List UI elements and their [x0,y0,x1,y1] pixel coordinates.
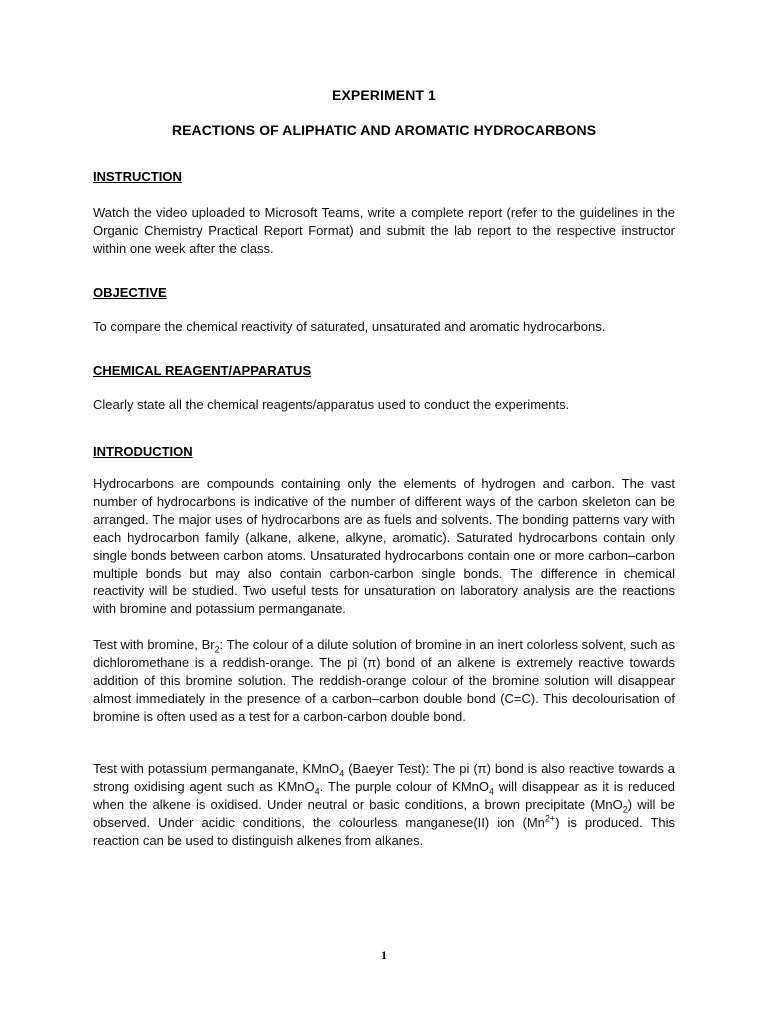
page-number: 1 [381,948,387,962]
instruction-heading: INSTRUCTION [93,169,182,184]
bromine-test-paragraph [93,636,675,726]
permanganate-text-1: Test with potassium permanganate, KMnO [93,761,340,776]
bromine-lead: Test with bromine, Br [93,637,215,652]
bromine-text: : The colour of a dilute solution of bromine in an inert colorless solvent, such as dichloromethane is a reddish-orange. The pi (π) bond of an alkene is extremely reactive towards addition of this bromine solution. The reddish-orange colour of the bromine solution will disappear almost immediately in the presence of a carbon–carbon double bond (C=C). This decolourisation of bromine is often used as a test for a carbon-carbon double bond. [93,637,675,724]
subscript-3: 4 [489,786,495,797]
introduction-text: Hydrocarbons are compounds containing only the elements of hydrogen and carbon. The vast number of hydrocarbons is indicative of the number of different ways of the carbon skeleton can be arranged. The major uses of hydrocarbons are as fuels and solvents. The bonding patterns vary with each hydrocarbon family (alkane, alkene, alkyne, aromatic). Saturated hydrocarbons contain only single bonds between carbon atoms. Unsaturated hydrocarbons contain one or more carbon–carbon multiple bonds but may also contain carbon-carbon single bonds. The difference in chemical reactivity will be studied. Two useful tests for unsaturation on laboratory analysis are the reactions with bromine and potassium permanganate. [93,476,675,617]
document-title: EXPERIMENT 1 [332,87,436,103]
reagent-text: Clearly state all the chemical reagents/apparatus used to conduct the experiments. [93,397,570,412]
permanganate-test-paragraph [93,760,675,850]
bromine-subscript: 2 [214,644,220,655]
subscript-1: 4 [339,768,345,779]
reagent-heading: CHEMICAL REAGENT/APPARATUS [93,363,312,378]
instruction-text: Watch the video uploaded to Microsoft Teams, write a complete report (refer to the guidelines in the Organic Chemistry Practical Report Format) and submit the lab report to the respective instructor within one week after the class. [93,205,675,256]
superscript-1: 2+ [544,813,556,824]
objective-text: To compare the chemical reactivity of saturated, unsaturated and aromatic hydrocarbons. [93,319,606,334]
permanganate-text-2: (Baeyer Test): The pi (π) bond is also reactive towards a strong oxidising agent such as KMnO [93,761,676,794]
document-subtitle: REACTIONS OF ALIPHATIC AND AROMATIC HYDROCARBONS [171,122,597,138]
subscript-2: 4 [314,786,320,797]
permanganate-text-5: ) will be observed. Under acidic conditions, the colourless manganese(II) ion (Mn [93,796,675,830]
permanganate-text-6: ) is produced. This reaction can be used to distinguish alkenes from alkanes. [93,814,676,848]
objective-heading: OBJECTIVE [93,285,167,300]
permanganate-text-3: . The purple colour of KMnO [319,778,490,794]
permanganate-text-4: will disappear as it is reduced when the alkene is oxidised. Under neutral or basic conditions, a brown precipitate (MnO [93,778,675,812]
subscript-4: 2 [622,804,628,815]
introduction-heading: INTRODUCTION [93,444,193,459]
